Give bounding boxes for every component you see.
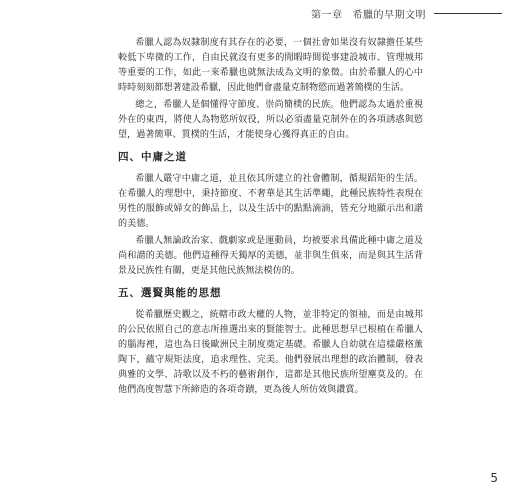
paragraph-summary: 總之，希臘人是個懂得守節度、崇尚簡樸的民族。他們認為太過於重視外在的東西，將使人為物慾所奴役，所以必須盡量克制外在的各項誘惑與慾望，過著簡單、質樸的生活，才能使身心獲得真正的自由。 bbox=[118, 100, 423, 140]
page-body bbox=[118, 36, 423, 400]
section-heading-meritocracy: 五、選賢與能的思想 bbox=[118, 287, 222, 299]
paragraph-slavery: 希臘人認為奴隸制度有其存在的必要，一個社會如果沒有奴隸擔任某些較低下卑微的工作，自由民就沒有更多的閒暇時間從事建設城市、管理城邦等重要的工作，如此一來希臘也就無法成為文明的象徵。由於希臘人的心中時時刻刻都想著建設希臘，因此他們會盡量克制物慾而過著簡樸的生活。 bbox=[118, 38, 423, 93]
chapter-number: 第一章 bbox=[311, 10, 343, 21]
header-rule bbox=[434, 13, 502, 14]
page-number: 5 bbox=[490, 471, 498, 485]
running-header bbox=[311, 6, 502, 21]
section-heading-moderation: 四、中庸之道 bbox=[118, 151, 187, 163]
chapter-title: 希臘的早期文明 bbox=[352, 10, 426, 21]
paragraph-harmony: 希臘人無論政治家、戲劇家或是運動員，均被要求具備此種中庸之道及尚和諧的美德。他們這種得天獨厚的美德，並非與生俱來，而是與其生活背景及民族性有關，更是其他民族無法模仿的。 bbox=[118, 236, 423, 276]
paragraph-moderation: 希臘人嚴守中庸之道，並且依其所建立的社會體制，循規蹈矩的生活。在希臘人的理想中，秉持節度、不奢華是其生活準繩，此種民族特性表現在男性的服飾或婦女的飾品上，以及生活中的點點滴滴，皆充分地顯示出和諧的美德。 bbox=[118, 174, 423, 229]
paragraph-meritocracy: 從希臘歷史觀之，統轄市政大權的人物，並非特定的領袖，而是由城邦的公民依照自己的意志所推選出來的賢能智士。此種思想早已根植在希臘人的腦海裡，這也為日後歐洲民主制度奠定基礎。希臘人自幼就在這樣嚴格薰陶下，蘊守規矩法度，追求理性、完美。他們發展出理想的政治體制，發表典雅的文學、詩歌以及不朽的藝術創作，這都是其他民族所望塵莫及的。在他們高度智慧下所締造的各項奇蹟，更為後人所仿效與讚賞。 bbox=[118, 310, 423, 395]
